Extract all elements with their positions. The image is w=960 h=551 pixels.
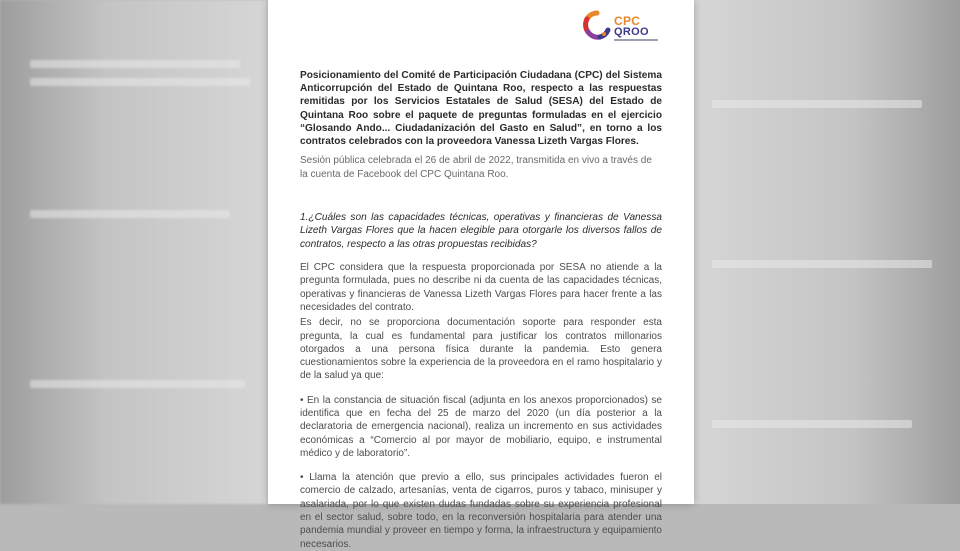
bullet-item-1: • En la constancia de situación fiscal (adjunta en los anexos proporcionados) se identifica que en fecha del 25 de marzo del 2020 (un día posterior a la declaratoria de emergencia nacional), realiza un incremento en sus actividades económicas a “Comercio al por mayor de mobiliario, equipo, e instrumental médico y de laboratorio”. (300, 394, 662, 459)
document-body (300, 69, 662, 551)
question-heading: 1.¿Cuáles son las capacidades técnicas, operativas y financieras de Vanessa Lizeth Vargas Flores que la hacen elegible para otorgarle los diversos fallos de contratos, respecto a las otras propuestas recibidas? (300, 211, 662, 250)
session-note: Sesión pública celebrada el 26 de abril de 2022, transmitida en vivo a través de la cuenta de Facebook del CPC Quintana Roo. (300, 155, 652, 180)
blurred-background-left (0, 0, 268, 504)
answer-paragraph-2: Es decir, no se proporciona documentación soporte para responder esta pregunta, la cual es fundamental para justificar los contratos millonarios otorgados a una persona física durante la pandemia. Esto genera cuestionamientos sobre la experiencia de la proveedora en el ramo hospitalario y de la salud ya que: (300, 317, 662, 382)
logo-mark-icon (582, 10, 612, 40)
answer-paragraph-1: El CPC considera que la respuesta proporcionada por SESA no atiende a la pregunta formulada, pues no describe ni da cuenta de las capacidades técnicas, operativas y financieras de Vanessa Lizeth Vargas Flores para hacer frente a las necesidades del contrato. (300, 262, 662, 313)
logo-text-qroo: QROO (614, 26, 649, 38)
logo-tagline-bar (614, 39, 658, 41)
document-title: Posicionamiento del Comité de Participación Ciudadana (CPC) del Sistema Anticorrupción del Estado de Quintana Roo, respecto a las respuestas remitidas por los Servicios Estatales de Salud (SESA) del Estado de Quintana Roo sobre el paquete de preguntas formuladas en el ejercicio “Glosando Ando... Ciudadanización del Gasto en Salud”, en torno a los contratos celebrados con la proveedora Vanessa Lizeth Vargas Flores. (300, 70, 662, 148)
document-page (268, 0, 694, 550)
cpc-qroo-logo (582, 10, 662, 42)
blurred-background-right (692, 0, 960, 504)
bullet-item-2: • Llama la atención que previo a ello, sus principales actividades fueron el comercio de calzado, artesanías, venta de cigarros, puros y tabaco, minisuper y asalariada, por lo que existen dudas fundadas sobre su experiencia profesional en el sector salud, sobre todo, en la reconversión hospitalaria para atender una pandemia mundial y proveer en tiempo y forma, la infraestructura y equipamiento necesarios. (300, 472, 662, 550)
logo-text-cpc: CPC (614, 14, 641, 28)
